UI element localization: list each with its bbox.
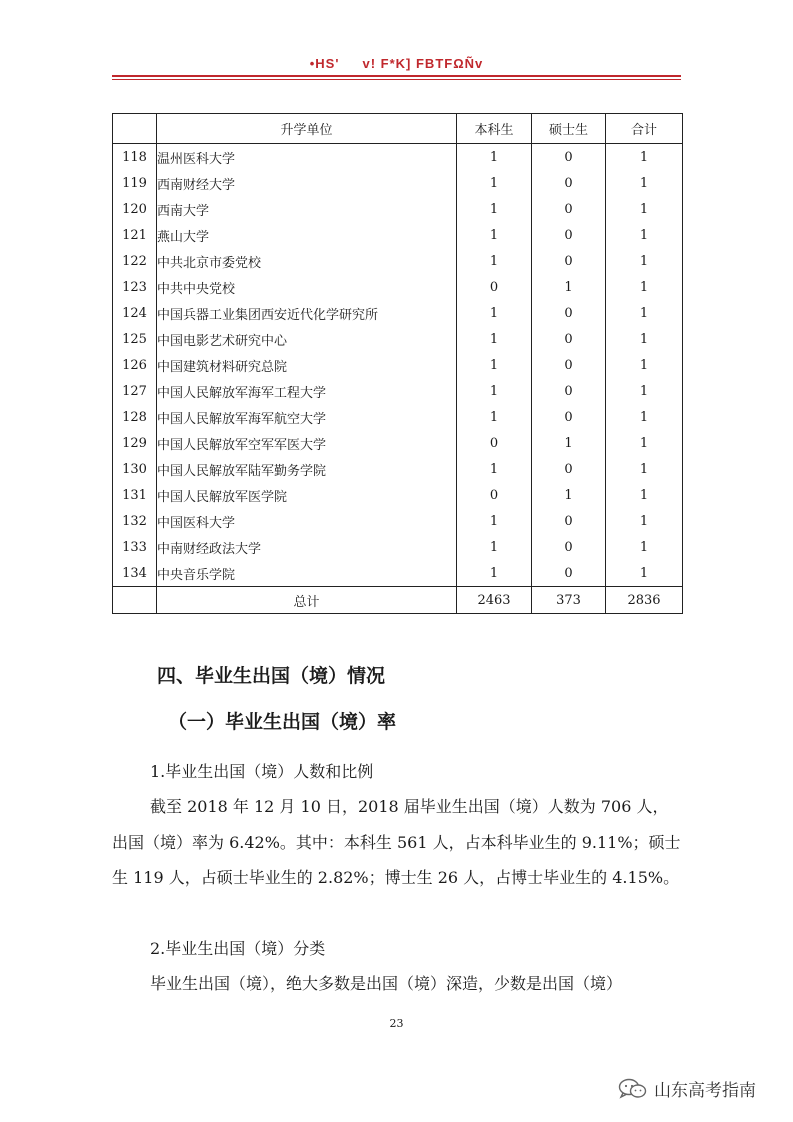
row-index: 118 bbox=[113, 144, 157, 171]
row-total: 1 bbox=[606, 274, 683, 300]
row-master: 0 bbox=[532, 196, 606, 222]
subsection-heading: （一）毕业生出国（境）率 bbox=[168, 711, 397, 733]
header-undergrad: 本科生 bbox=[457, 114, 532, 144]
table-row bbox=[113, 274, 683, 300]
row-master: 0 bbox=[532, 508, 606, 534]
header-master: 硕士生 bbox=[532, 114, 606, 144]
row-index: 131 bbox=[113, 482, 157, 508]
row-unit-name: 温州医科大学 bbox=[157, 144, 457, 171]
row-unit-name: 中共中央党校 bbox=[157, 274, 457, 300]
total-master: 373 bbox=[532, 587, 606, 614]
watermark bbox=[618, 1076, 756, 1101]
table-row bbox=[113, 378, 683, 404]
row-undergrad: 1 bbox=[457, 352, 532, 378]
row-total: 1 bbox=[606, 534, 683, 560]
row-master: 0 bbox=[532, 378, 606, 404]
section-heading: 四、毕业生出国（境）情况 bbox=[157, 665, 386, 687]
row-total: 1 bbox=[606, 248, 683, 274]
row-total: 1 bbox=[606, 430, 683, 456]
row-index: 127 bbox=[113, 378, 157, 404]
header-index bbox=[113, 114, 157, 144]
row-master: 0 bbox=[532, 170, 606, 196]
row-master: 0 bbox=[532, 300, 606, 326]
header-total: 合计 bbox=[606, 114, 683, 144]
row-unit-name: 西南大学 bbox=[157, 196, 457, 222]
item-heading-2: 2.毕业生出国（境）分类 bbox=[150, 939, 326, 958]
table-row bbox=[113, 326, 683, 352]
row-undergrad: 1 bbox=[457, 222, 532, 248]
paragraph-rate: 截至 2018 年 12 月 10 日，2018 届毕业生出国（境）人数为 706 人，出国（境）率为 6.42%。其中：本科生 561 人，占本科毕业生的 9.11%；硕士生 119 人，占硕士毕业生的 2.82%；博士生 26 人，占博士毕业生的 4.15%。 bbox=[112, 797, 681, 887]
row-index: 134 bbox=[113, 560, 157, 587]
table-row bbox=[113, 300, 683, 326]
row-master: 0 bbox=[532, 456, 606, 482]
total-blank bbox=[113, 587, 157, 614]
row-undergrad: 1 bbox=[457, 404, 532, 430]
row-index: 132 bbox=[113, 508, 157, 534]
row-undergrad: 1 bbox=[457, 534, 532, 560]
row-index: 133 bbox=[113, 534, 157, 560]
table-row bbox=[113, 196, 683, 222]
row-index: 122 bbox=[113, 248, 157, 274]
row-undergrad: 1 bbox=[457, 508, 532, 534]
row-unit-name: 中央音乐学院 bbox=[157, 560, 457, 587]
table-row bbox=[113, 248, 683, 274]
row-total: 1 bbox=[606, 222, 683, 248]
table-row bbox=[113, 534, 683, 560]
row-unit-name: 中国人民解放军海军工程大学 bbox=[157, 378, 457, 404]
row-index: 119 bbox=[113, 170, 157, 196]
row-index: 126 bbox=[113, 352, 157, 378]
row-index: 120 bbox=[113, 196, 157, 222]
row-undergrad: 1 bbox=[457, 378, 532, 404]
row-master: 0 bbox=[532, 326, 606, 352]
row-total: 1 bbox=[606, 144, 683, 171]
row-master: 0 bbox=[532, 222, 606, 248]
row-unit-name: 中国人民解放军陆军勤务学院 bbox=[157, 456, 457, 482]
row-unit-name: 中国兵器工业集团西安近代化学研究所 bbox=[157, 300, 457, 326]
table-header-row bbox=[113, 114, 683, 144]
item-heading-1: 1.毕业生出国（境）人数和比例 bbox=[150, 762, 374, 781]
row-unit-name: 中国建筑材料研究总院 bbox=[157, 352, 457, 378]
row-master: 0 bbox=[532, 404, 606, 430]
table-row bbox=[113, 560, 683, 587]
row-index: 130 bbox=[113, 456, 157, 482]
row-total: 1 bbox=[606, 378, 683, 404]
row-undergrad: 1 bbox=[457, 196, 532, 222]
row-master: 1 bbox=[532, 482, 606, 508]
table-row bbox=[113, 430, 683, 456]
header-rule-thick bbox=[112, 75, 681, 77]
page-number: 23 bbox=[389, 1017, 404, 1030]
row-total: 1 bbox=[606, 482, 683, 508]
row-master: 0 bbox=[532, 248, 606, 274]
row-total: 1 bbox=[606, 170, 683, 196]
row-total: 1 bbox=[606, 456, 683, 482]
row-undergrad: 0 bbox=[457, 430, 532, 456]
row-undergrad: 1 bbox=[457, 456, 532, 482]
row-master: 0 bbox=[532, 534, 606, 560]
row-unit-name: 中共北京市委党校 bbox=[157, 248, 457, 274]
table-row bbox=[113, 144, 683, 171]
table-row bbox=[113, 404, 683, 430]
row-index: 129 bbox=[113, 430, 157, 456]
row-total: 1 bbox=[606, 300, 683, 326]
row-total: 1 bbox=[606, 508, 683, 534]
table-row bbox=[113, 352, 683, 378]
row-index: 123 bbox=[113, 274, 157, 300]
wechat-icon bbox=[618, 1078, 648, 1100]
row-undergrad: 1 bbox=[457, 560, 532, 587]
watermark-label: 山东高考指南 bbox=[654, 1081, 756, 1101]
row-undergrad: 0 bbox=[457, 482, 532, 508]
row-master: 0 bbox=[532, 144, 606, 171]
row-unit-name: 中南财经政法大学 bbox=[157, 534, 457, 560]
row-master: 0 bbox=[532, 560, 606, 587]
row-total: 1 bbox=[606, 196, 683, 222]
row-undergrad: 0 bbox=[457, 274, 532, 300]
row-total: 1 bbox=[606, 404, 683, 430]
row-unit-name: 中国医科大学 bbox=[157, 508, 457, 534]
row-undergrad: 1 bbox=[457, 144, 532, 171]
table-row bbox=[113, 170, 683, 196]
row-total: 1 bbox=[606, 560, 683, 587]
row-undergrad: 1 bbox=[457, 326, 532, 352]
table-total-row bbox=[113, 587, 683, 614]
row-undergrad: 1 bbox=[457, 170, 532, 196]
header-unit: 升学单位 bbox=[157, 114, 457, 144]
row-index: 121 bbox=[113, 222, 157, 248]
row-index: 125 bbox=[113, 326, 157, 352]
admission-table bbox=[112, 113, 683, 614]
row-total: 1 bbox=[606, 326, 683, 352]
total-sum: 2836 bbox=[606, 587, 683, 614]
table-row bbox=[113, 508, 683, 534]
table-row bbox=[113, 456, 683, 482]
row-unit-name: 中国人民解放军海军航空大学 bbox=[157, 404, 457, 430]
row-undergrad: 1 bbox=[457, 300, 532, 326]
row-undergrad: 1 bbox=[457, 248, 532, 274]
row-unit-name: 燕山大学 bbox=[157, 222, 457, 248]
paragraph-category: 毕业生出国（境），绝大多数是出国（境）深造，少数是出国（境） bbox=[150, 974, 623, 993]
running-header: •HS' v! F*K] FBTFΩÑv bbox=[309, 56, 484, 71]
row-unit-name: 中国人民解放军空军军医大学 bbox=[157, 430, 457, 456]
row-unit-name: 中国电影艺术研究中心 bbox=[157, 326, 457, 352]
row-index: 128 bbox=[113, 404, 157, 430]
row-master: 1 bbox=[532, 430, 606, 456]
table-row bbox=[113, 482, 683, 508]
row-unit-name: 西南财经大学 bbox=[157, 170, 457, 196]
total-label: 总计 bbox=[157, 587, 457, 614]
row-total: 1 bbox=[606, 352, 683, 378]
row-master: 0 bbox=[532, 352, 606, 378]
row-unit-name: 中国人民解放军医学院 bbox=[157, 482, 457, 508]
table-row bbox=[113, 222, 683, 248]
total-undergrad: 2463 bbox=[457, 587, 532, 614]
header-rule-thin bbox=[112, 79, 681, 80]
row-master: 1 bbox=[532, 274, 606, 300]
row-index: 124 bbox=[113, 300, 157, 326]
